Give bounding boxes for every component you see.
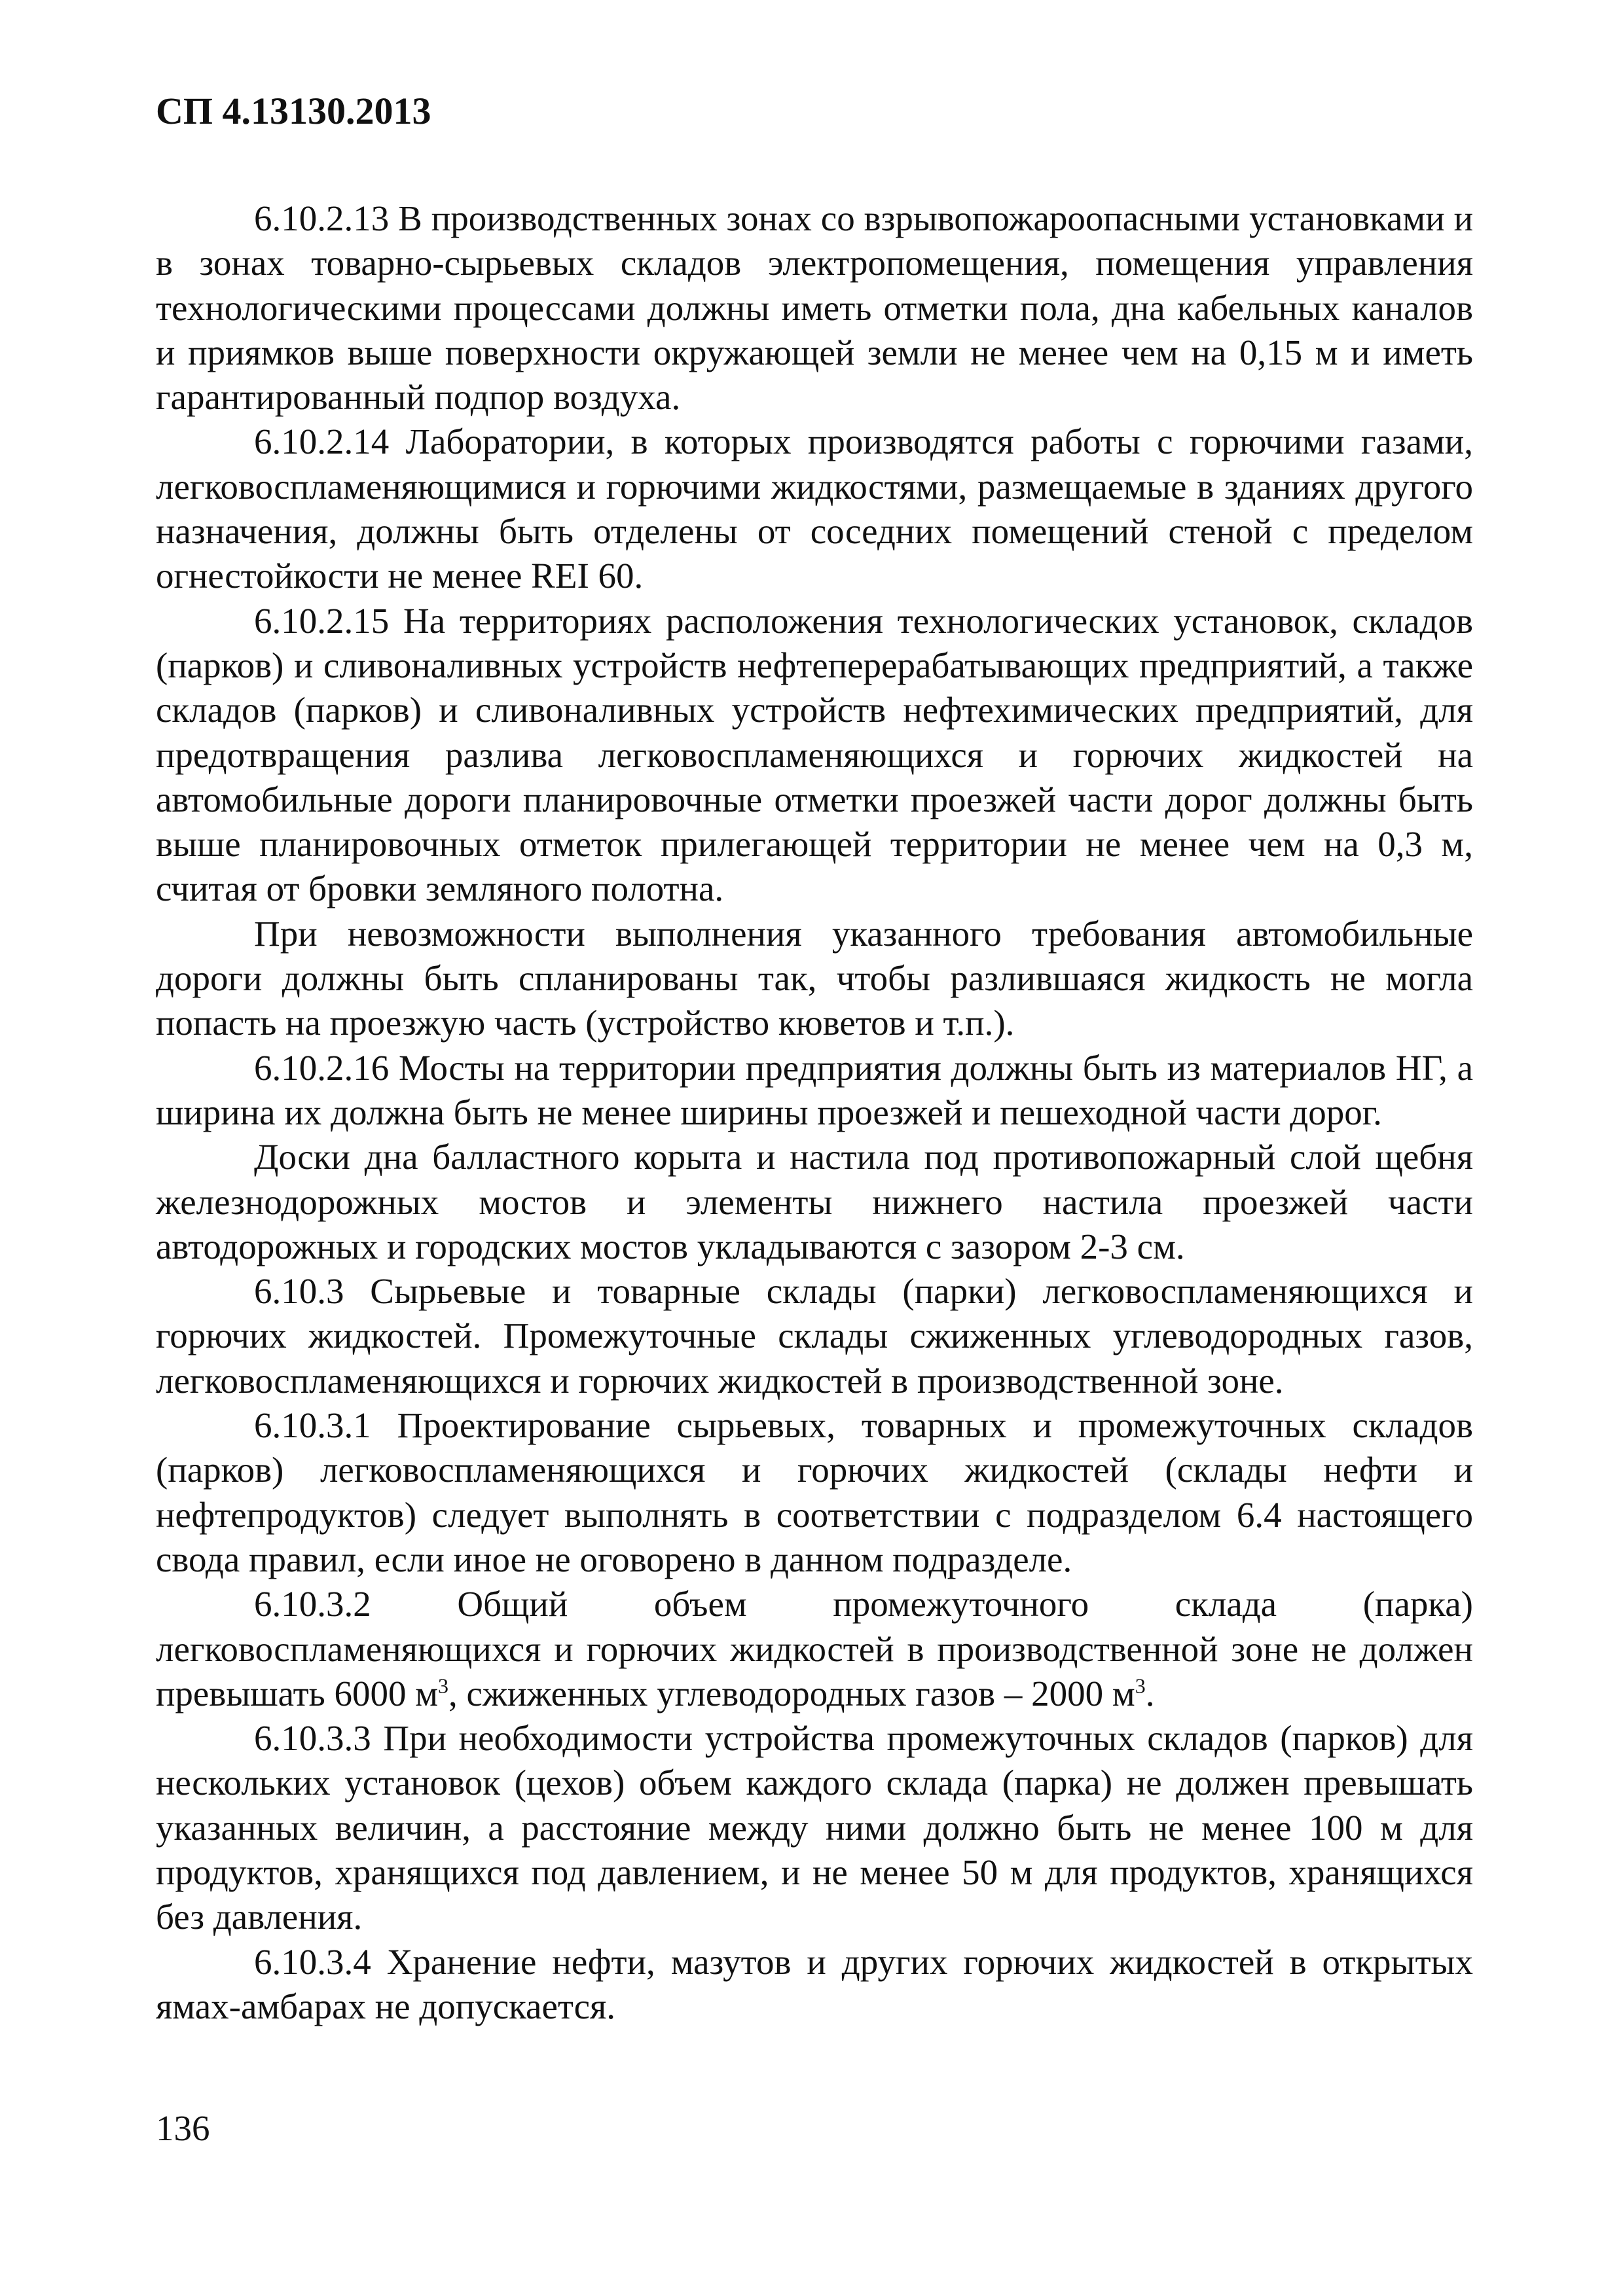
paragraph-6-10-2-16: 6.10.2.16 Мосты на территории предприятия должны быть из материалов НГ, а ширина их должна быть не менее ширины проезжей и пешеходной части дорог. xyxy=(156,1047,1473,1132)
paragraph-6-10-3: 6.10.3 Сырьевые и товарные склады (парки) легковоспламеняющихся и горючих жидкостей. Промежуточные склады сжиженных углеводородных газов, легковоспламеняющихся и горючих жидкостей в производственной зоне. xyxy=(156,1271,1473,1401)
document-code-header: СП 4.13130.2013 xyxy=(156,90,431,132)
document-body xyxy=(156,196,1473,2029)
paragraph-6-10-3-3: 6.10.3.3 При необходимости устройства промежуточных складов (парков) для нескольких установок (цехов) объем каждого склада (парка) не должен превышать указанных величин, а расстояние между ними должно быть не менее 100 м для продуктов, хранящихся под давлением, и не менее 50 м для продуктов, хранящихся без давления. xyxy=(156,1718,1473,1937)
paragraph-bridge-boards: Доски дна балластного корыта и настила под противопожарный слой щебня железнодорожных мостов и элементы нижнего настила проезжей части автодорожных и городских мостов укладываются с зазором 2-3 см. xyxy=(156,1137,1473,1266)
paragraph-6-10-2-14: 6.10.2.14 Лаборатории, в которых производятся работы с горючими газами, легковоспламеняющимися и горючими жидкостями, размещаемые в зданиях другого назначения, должны быть отделены от соседних помещений стеной с пределом огнестойкости не менее REI 60. xyxy=(156,422,1473,596)
volume-exponent-b: 3 xyxy=(1135,1674,1146,1698)
paragraph-6-10-2-13: 6.10.2.13 В производственных зонах со взрывопожароопасными установками и в зонах товарно-сырьевых складов электропомещения, помещения управления технологическими процессами должны иметь отметки пола, дна кабельных каналов и приямков выше поверхности окружающей земли не менее чем на 0,15 м и иметь гарантированный подпор воздуха. xyxy=(156,198,1473,418)
volume-text-c: . xyxy=(1145,1673,1155,1713)
volume-text-b: , сжиженных углеводородных газов – 2000 м xyxy=(448,1673,1135,1713)
paragraph-6-10-3-4: 6.10.3.4 Хранение нефти, мазутов и других горючих жидкостей в открытых ямах-амбарах не допускается. xyxy=(156,1941,1473,2026)
paragraph-6-10-2-15: 6.10.2.15 На территориях расположения технологических установок, складов (парков) и сливоналивных устройств нефтеперерабатывающих предприятий, а также складов (парков) и сливоналивных устройств нефтехимических предприятий, для предотвращения разлива легковоспламеняющихся и горючих жидкостей на автомобильные дороги планировочные отметки проезжей части дорог должны быть выше планировочных отметок прилегающей территории не менее чем на 0,3 м, считая от бровки земляного полотна. xyxy=(156,600,1473,909)
paragraph-roads-requirement: При невозможности выполнения указанного требования автомобильные дороги должны быть спланированы так, чтобы разлившаяся жидкость не могла попасть на проезжую часть (устройство кюветов и т.п.). xyxy=(156,913,1473,1043)
volume-text-a: 6.10.3.2 Общий объем промежуточного склада (парка) легковоспламеняющихся и горючих жидкостей в производственной зоне не должен превышать 6000 м xyxy=(156,1584,1473,1713)
paragraph-6-10-3-2 xyxy=(156,1582,1473,1716)
paragraph-6-10-3-1: 6.10.3.1 Проектирование сырьевых, товарных и промежуточных складов (парков) легковоспламеняющихся и горючих жидкостей (склады нефти и нефтепродуктов) следует выполнять в соответствии с подразделом 6.4 настоящего свода правил, если иное не оговорено в данном подразделе. xyxy=(156,1405,1473,1579)
volume-exponent-a: 3 xyxy=(438,1674,449,1698)
page-number: 136 xyxy=(156,2108,210,2148)
